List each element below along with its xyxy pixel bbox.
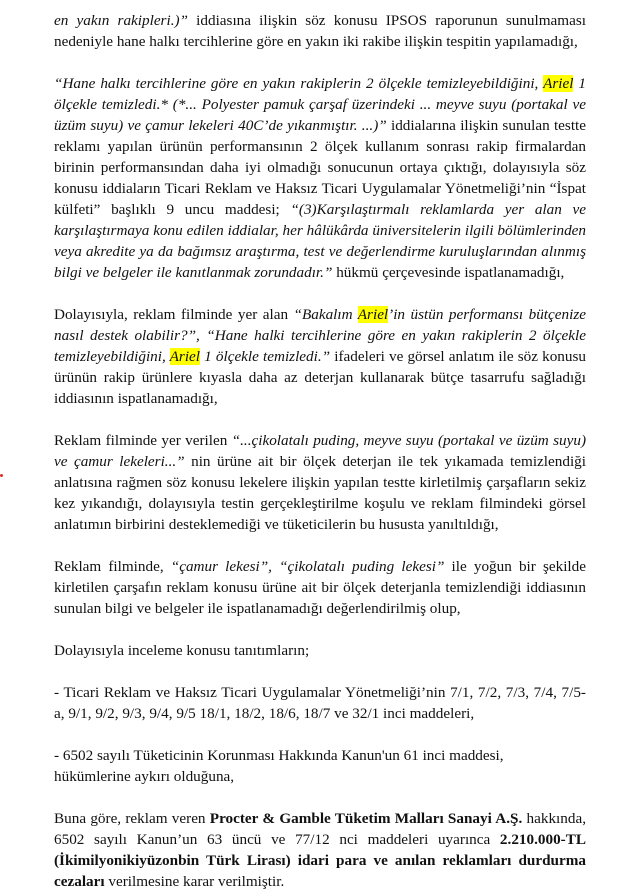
paragraph-gap [54,409,586,430]
paragraph-gap [54,787,586,808]
highlighted-brand-ariel: Ariel [543,75,574,92]
paragraph-heavy-stain [54,556,586,619]
quote: “Bakalım [293,306,358,323]
quote: “çamur lekesi”, “çikolatalı puding lekesi” [170,558,445,575]
paragraph-text: Buna göre, reklam veren [54,810,210,827]
highlighted-brand-ariel: Ariel [169,348,201,365]
paragraph-text: hükmü çerçevesinde ispatlanamadığı, [332,264,565,281]
paragraph-gap [54,661,586,682]
quote: en yakın rakipleri.)” [54,12,188,29]
paragraph-text: nin ürüne ait bir ölçek deterjan ile tek yıkamada temizlendiği anlatısına rağmen söz konusu lekelere ilişkin yapılan testte kirletilmiş çarşafların sekiz kez yıkandığı, dolayısıyla testin gerçekleştirilme koşulu ve reklam filmindeki görsel anlatımın birbirini desteklemediği ve tüketicilerin bu hususta yanıltıldığı, [54,453,586,533]
paragraph-text: Reklam filminde yer verilen [54,432,232,449]
quote-regulation: “(3)Karşılaştırmalı reklamlarda yer alan ve karşılaştırmaya konu edilen iddialar, her hâlükârda üniversitelerin ilgili bölümlerinden veya akredite ya da bağımsız araştırma, test ve değerlendirme kuruluşlarından alınmış bilgi ve belgeler ile kanıtlanmak zorundadır.” [54,201,586,281]
paragraph-text: Dolayısıyla, reklam filminde yer alan [54,306,294,323]
margin-marker-dot [0,474,3,477]
paragraph-text: verilmesine karar verilmiştir. [104,873,285,890]
paragraph-stain-test [54,430,586,535]
law-article-line: hükümlerine aykırı olduğuna, [54,768,235,785]
advertiser-company-name: Procter & Gamble Tüketim Malları Sanayi A.Ş. [209,810,523,827]
quote: “...çikolatalı puding, meyve suyu (portakal ve üzüm suyu) ve çamur lekeleri...” [54,432,587,470]
document-page [54,10,586,892]
paragraph-gap [54,535,586,556]
paragraph-gap [54,724,586,745]
paragraph-conclusion-intro: Dolayısıyla inceleme konusu tanıtımların; [54,642,310,659]
penalty-amount: 2.210.000-TL (İkimilyonikiyüzonbin Türk Lirası) idari para ve anılan reklamları durdurma cezaları [54,831,586,890]
paragraph-ipsos-report [54,10,586,52]
paragraph-gap [54,52,586,73]
paragraph-decision [54,808,586,892]
paragraph-text: ile yoğun bir şekilde kirletilen çarşafın reklam konusu ürüne ait bir ölçek deterjanla temizlendiği iddiasının sunulan bilgi ve belgeler ile ispatlanamadığı değerlendirilmiş olup, [54,558,586,617]
paragraph-text: hakkında, 6502 sayılı Kanun’un 63 üncü ve 77/12 nci maddeleri uyarınca [54,810,586,848]
paragraph-law-6502 [54,745,586,787]
paragraph-gap [54,619,586,640]
quote: ’in üstün performansı bütçenize nasıl destek olabilir?”, “Hane halki tercihlerine göre en yakın rakiplerin 2 ölçekle temizleyebildiğini, [54,306,586,365]
paragraph-text: Reklam filminde, [54,558,171,575]
quote: “Hane halkı tercihlerine göre en yakın rakiplerin 2 ölçekle temizleyebildiğini, [54,75,544,92]
paragraph-test-claims [54,73,586,283]
paragraph-text: iddialarına ilişkin sunulan testte reklamı yapılan ürünün performansının 2 ölçek kullanım sonrası rakip firmalardan birinin performansından daha iyi olmadığı sonucunun ortaya çıktığı, dolayısıyla söz konusu iddiaların Ticari Reklam ve Haksız Ticari Uygulamalar Yönetmeliği’nin “İspat külfeti” başlıklı 9 uncu maddesi; [54,117,586,218]
paragraph-text: ifadeleri ve görsel anlatım ile söz konusu ürünün rakip ürünlere kıyasla daha az deterjan kullanarak bütçe tasarrufu sağladığı iddiasının ispatlanamadığı, [54,348,586,407]
paragraph-regulation-articles: - Ticari Reklam ve Haksız Ticari Uygulamalar Yönetmeliği’nin 7/1, 7/2, 7/3, 7/4, 7/5-a, 9/1, 9/2, 9/3, 9/4, 9/5 18/1, 18/2, 18/6, 18/7 ve 32/1 inci maddeleri, [54,684,586,722]
quote: 1 ölçekle temizledi.” [200,348,331,365]
paragraph-ad-film-claims [54,304,586,409]
law-article-line: - 6502 sayılı Tüketicinin Korunması Hakkında Kanun'un 61 inci maddesi, [54,747,504,764]
quote: 1 ölçekle temizledi.* (*... Polyester pamuk çarşaf üzerindeki ... meyve suyu (portakal ve üzüm suyu) ve çamur lekeleri 40C’de yıkanmıştır. ...)” [54,75,587,134]
paragraph-text: iddiasına ilişkin söz konusu IPSOS raporunun sunulmaması nedeniyle hane halkı tercihlerine göre en yakın iki rakibe ilişkin tespitin yapılamadığı, [54,12,586,50]
highlighted-brand-ariel: Ariel [357,306,389,323]
paragraph-gap [54,283,586,304]
